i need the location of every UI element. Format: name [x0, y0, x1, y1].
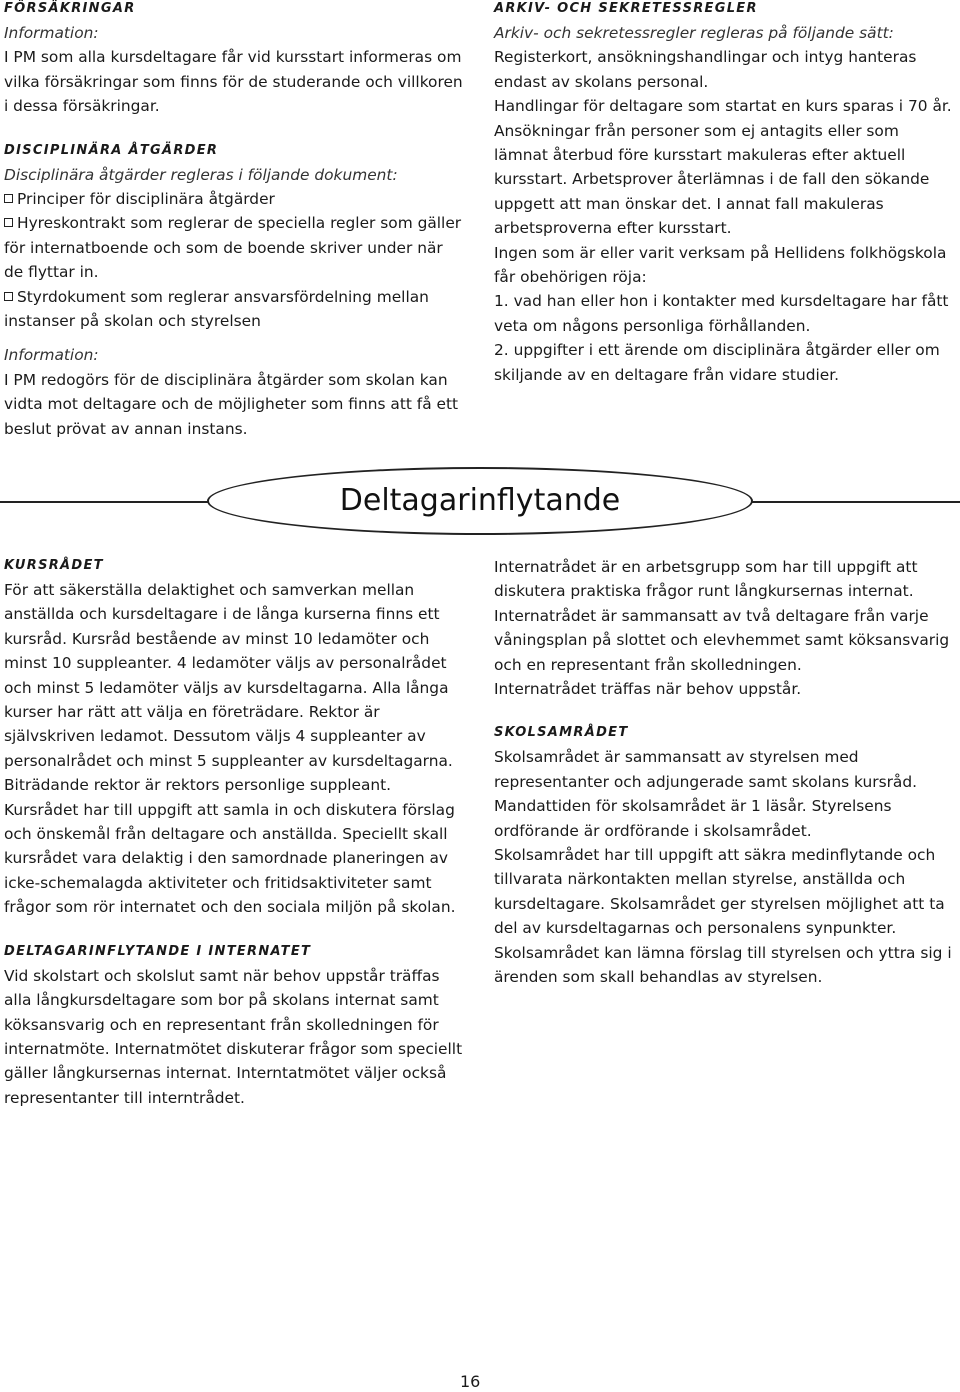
- boarding-council-paragraph: Internatrådet är en arbetsgrupp som har till uppgift att diskutera praktiska frågor runt långkursernas internat.: [494, 558, 918, 601]
- section-title: Deltagarinflytande: [339, 483, 621, 518]
- discipline-info-label: Information:: [4, 346, 99, 365]
- discipline-list-item: Styrdokument som reglerar ansvarsfördelning mellan instanser på skolan och styrelsen: [4, 287, 429, 331]
- archive-paragraph: 1. vad han eller hon i kontakter med kursdeltagare har fått veta om någons personliga förhållanden.: [494, 292, 949, 335]
- top-right-column: [494, 0, 956, 387]
- school-council-paragraph: Skolsamrådet har till uppgift att säkra medinflytande och tillvarata närkontakten mellan styrelse, anställda och kursdeltagare. Skolsamrådet ger styrelsen möjlighet att ta del av kursdeltagarnas och personalens synpunkter. Skolsamrådet kan lämna förslag till styrelsen och yttra sig i ärenden som skall behandlas av styrelsen.: [494, 846, 952, 987]
- insurance-text: I PM som alla kursdeltagare får vid kursstart informeras om vilka försäkringar som finns för de studerande och villkoren i dessa försäkringar.: [4, 48, 463, 116]
- archive-paragraph: 2. uppgifter i ett ärende om disciplinära åtgärder eller om skiljande av en deltagare från vidare studier.: [494, 341, 940, 384]
- boarding-influence-heading: DELTAGARINFLYTANDE I INTERNATET: [4, 943, 312, 959]
- archive-paragraph: Registerkort, ansökningshandlingar och intyg hanteras endast av skolans personal.: [494, 48, 917, 91]
- discipline-list-item: Hyreskontrakt som reglerar de speciella regler som gäller för internatboende och som de boende skriver under när de flyttar in.: [4, 214, 462, 282]
- course-council-text: För att säkerställa delaktighet och samverkan mellan anställda och kursdeltagare i de långa kurserna finns ett kursråd. Kursråd bestående av minst 10 ledamöter och minst 10 suppleanter. 4 ledamöter väljs av personalrådet och minst 5 ledamöter väljs av kursdeltagarna. Alla långa kurser har rätt att välja en företrädare. Rektor är självskriven ledamot. Dessutom väljs 4 suppleanter av personalrådet och minst 5 suppleanter av kursdeltagarna. Biträdande rektor är rektors personlige suppleant. Kursrådet har till uppgift att samla in och diskutera förslag och önskemål från deltagare och anställda. Speciellt skall kursrådet vara delaktig i den samordnade planeringen av icke-schemalagda aktiviteter och fritidsaktiviteter samt frågor som rör internatet och den sociala miljön på skolan.: [4, 581, 456, 917]
- boarding-council-paragraph: Internatrådet är sammansatt av två deltagare från varje våningsplan på slottet och elevhemmet samt köksansvarig och en representant från skolledningen.: [494, 606, 950, 674]
- boarding-council-paragraph: Internatrådet träffas när behov uppstår.: [494, 680, 802, 699]
- page-number: 16: [460, 1372, 481, 1391]
- bottom-left-column: [4, 557, 466, 1110]
- top-left-column: [4, 0, 466, 441]
- insurance-heading: FÖRSÄKRINGAR: [4, 1, 136, 16]
- checkbox-bullet-icon: [4, 218, 13, 227]
- checkbox-bullet-icon: [4, 194, 13, 203]
- boarding-influence-text: Vid skolstart och skolslut samt när behov uppstår träffas alla långkursdeltagare som bor på skolans internat samt köksansvarig och en representant från skolledningen för internatmöte. Internatmötet diskuterar frågor som speciellt gäller långkursernas internat. Interntatmötet väljer också representanter till interntrådet.: [4, 966, 463, 1107]
- discipline-list-item: Principer för disciplinära åtgärder: [4, 187, 466, 211]
- archive-paragraph: Handlingar för deltagare som startat en kurs sparas i 70 år. Ansökningar från personer som ej antagits eller som lämnat återbud före kursstart makuleras efter aktuell kursstart. Arbetsprover återlämnas i de fall den sökande uppgett att man önskar det. I annat fall makuleras arbetsproverna efter kursstart.: [494, 97, 952, 238]
- archive-paragraph: Ingen som är eller varit verksam på Hellidens folkhögskola får obehörigen röja:: [494, 243, 947, 287]
- school-council-heading: SKOLSAMRÅDET: [494, 725, 629, 741]
- discipline-intro: Disciplinära åtgärder regleras i följande dokument:: [4, 165, 398, 184]
- insurance-info-label: Information:: [4, 24, 99, 42]
- discipline-heading: DISCIPLINÄRA ÅTGÄRDER: [4, 142, 219, 158]
- discipline-info-text: I PM redogörs för de disciplinära åtgärder som skolan kan vidta mot deltagare och de möjligheter som finns att få ett beslut prövat av annan instans.: [4, 370, 459, 438]
- archive-heading: ARKIV- OCH SEKRETESSREGLER: [494, 1, 758, 16]
- bottom-right-column: [494, 555, 956, 990]
- school-council-paragraph: Skolsamrådet är sammansatt av styrelsen med representanter och adjungerade samt skolans kursråd. Mandattiden för skolsamrådet är 1 läsår. Styrelsens ordförande är ordförande i skolsamrådet.: [494, 748, 918, 840]
- archive-intro: Arkiv- och sekretessregler regleras på följande sätt:: [494, 24, 894, 42]
- checkbox-bullet-icon: [4, 292, 13, 301]
- course-council-heading: KURSRÅDET: [4, 558, 104, 573]
